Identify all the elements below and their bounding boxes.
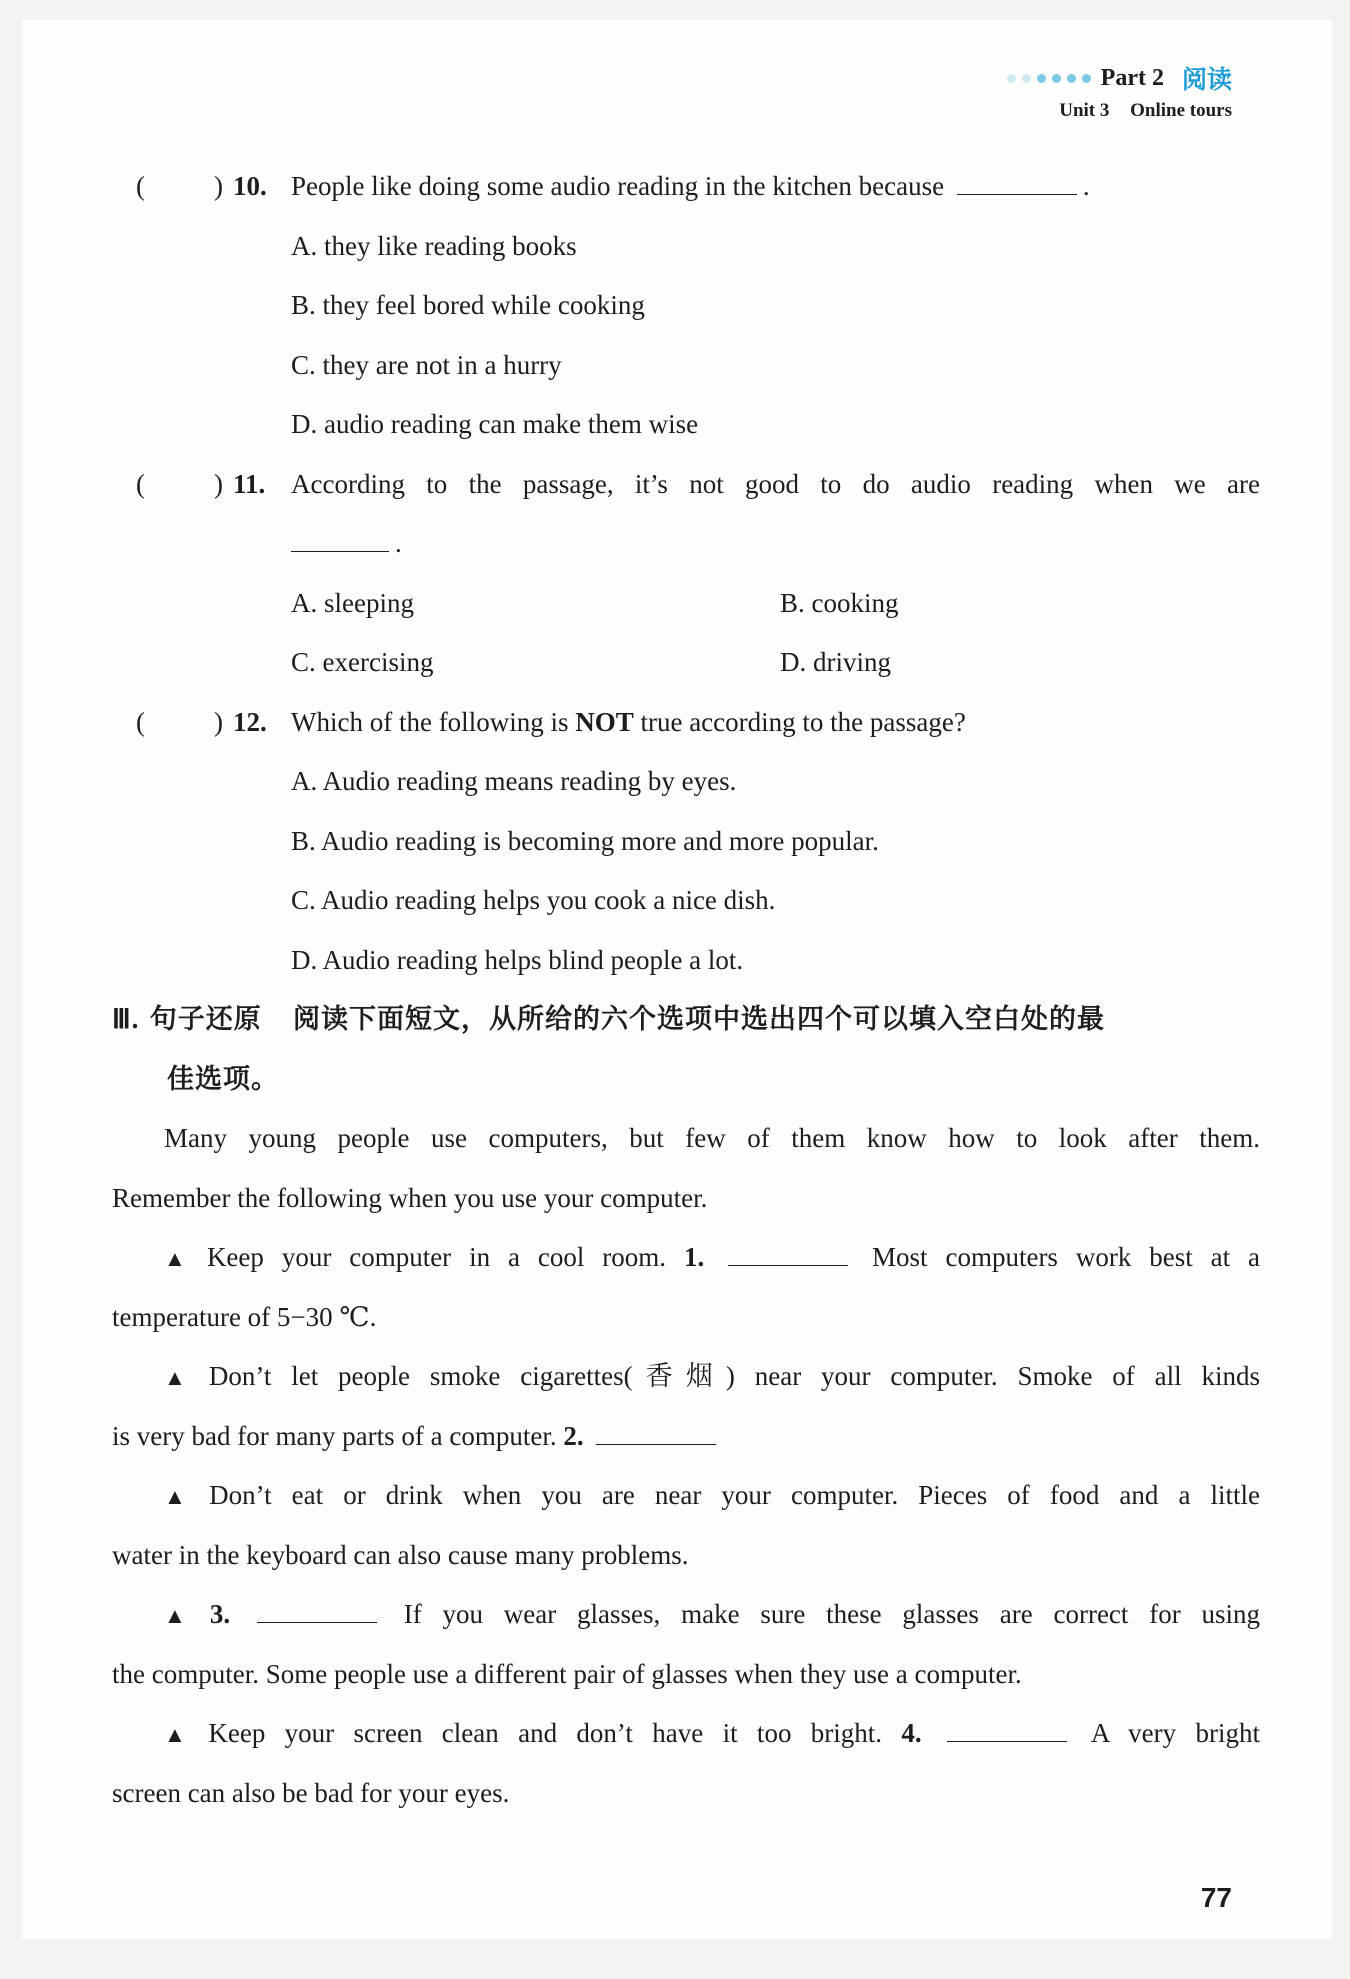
answer-bracket-close: ) — [214, 468, 223, 499]
tip-4-cont: the computer. Some people use a different pair of glasses when they use a computer. — [112, 1658, 1022, 1689]
question-stem: People like doing some audio reading in the kitchen because . — [291, 171, 1090, 201]
passage-intro-cont: Remember the following when you use your computer. — [112, 1182, 708, 1213]
section-title: 句子还原 — [149, 1004, 262, 1035]
workbook-page — [22, 20, 1332, 1939]
answer-blank-3[interactable] — [257, 1600, 377, 1623]
page-number: 77 — [1200, 1882, 1232, 1913]
tip-3: ▲ Don’t eat or drink when you are near your computer. Pieces of food and a little — [164, 1480, 1260, 1510]
section-number: Ⅲ. — [112, 1004, 140, 1034]
emphasis-not: NOT — [575, 706, 634, 737]
page-content — [112, 157, 1260, 1823]
triangle-bullet-icon: ▲ — [164, 1603, 200, 1628]
option-a: A. Audio reading means reading by eyes. — [291, 766, 737, 796]
tip-2-cont: is very bad for many parts of a computer. 2. — [112, 1407, 1260, 1467]
blank-number: 1. — [683, 1242, 705, 1272]
question-10 — [112, 157, 1260, 217]
question-number: 11. — [233, 468, 266, 499]
option-b: B. cooking — [780, 587, 899, 618]
answer-bracket-close: ) — [214, 706, 223, 737]
option-a: A. they like reading books — [291, 230, 577, 261]
options-row — [112, 633, 1260, 693]
section-instruction-cont: 佳选项。 — [167, 1063, 279, 1095]
options-row — [112, 574, 1260, 634]
tip-5: ▲ Keep your screen clean and don’t have it too bright. 4. A very bright — [164, 1718, 1260, 1748]
tip-3-cont: water in the keyboard can also cause many problems. — [112, 1539, 689, 1570]
option-b: B. Audio reading is becoming more and more popular. — [291, 825, 879, 856]
blank-number: 3. — [209, 1599, 231, 1629]
question-number: 12. — [233, 706, 267, 737]
question-stem: Which of the following is NOT true according to the passage? — [291, 706, 966, 737]
option-a: A. sleeping — [291, 587, 414, 618]
answer-blank[interactable] — [957, 172, 1077, 195]
section-label: 阅读 — [1181, 65, 1232, 94]
triangle-bullet-icon: ▲ — [164, 1246, 197, 1271]
question-11-blank-line: . — [112, 514, 1260, 574]
option-b: B. they feel bored while cooking — [291, 290, 645, 320]
decorative-dots — [1007, 74, 1091, 83]
page-header — [1007, 60, 1232, 122]
blank-number: 2. — [563, 1420, 584, 1451]
option-c: C. they are not in a hurry — [291, 349, 562, 380]
section-heading — [112, 990, 1260, 1050]
tip-1-cont: temperature of 5−30 ℃. — [112, 1301, 377, 1332]
question-12 — [112, 693, 1260, 753]
answer-bracket-open: ( — [136, 706, 145, 737]
tip-1: ▲ Keep your computer in a cool room. 1. Most computers work best at a — [164, 1242, 1261, 1272]
triangle-bullet-icon: ▲ — [164, 1365, 199, 1390]
triangle-bullet-icon: ▲ — [164, 1722, 199, 1747]
answer-blank-2[interactable] — [596, 1422, 716, 1445]
tip-4: ▲ 3. If you wear glasses, make sure these glasses are correct for using — [164, 1599, 1261, 1629]
part-label: Part 2 — [1100, 64, 1164, 91]
question-11 — [112, 455, 1260, 515]
option-d: D. Audio reading helps blind people a lot. — [291, 944, 744, 975]
unit-label: Unit 3 — [1059, 100, 1110, 121]
passage-intro: Many young people use computers, but few of them know how to look after them. — [164, 1123, 1260, 1153]
tip-5-cont: screen can also be bad for your eyes. — [112, 1777, 510, 1808]
question-number: 10. — [233, 171, 267, 201]
question-stem: According to the passage, it’s not good to do audio reading when we are — [291, 468, 1260, 499]
answer-bracket-close: ) — [214, 171, 223, 201]
answer-bracket-open: ( — [136, 468, 145, 499]
section-instruction: 阅读下面短文，从所给的六个选项中选出四个可以填入空白处的最 — [292, 1004, 1105, 1035]
answer-blank-4[interactable] — [947, 1719, 1067, 1742]
blank-number: 4. — [901, 1718, 922, 1748]
option-d: D. audio reading can make them wise — [291, 409, 699, 439]
answer-blank[interactable] — [291, 529, 389, 552]
option-c: C. exercising — [291, 647, 434, 677]
answer-bracket-open: ( — [136, 171, 145, 201]
triangle-bullet-icon: ▲ — [164, 1484, 200, 1509]
answer-blank-1[interactable] — [728, 1243, 848, 1266]
option-d: D. driving — [780, 647, 891, 677]
tip-2: ▲ Don’t let people smoke cigarettes(香烟) near your computer. Smoke of all kinds — [164, 1361, 1260, 1391]
unit-title: Online tours — [1130, 100, 1232, 121]
option-c: C. Audio reading helps you cook a nice dish. — [291, 885, 776, 915]
